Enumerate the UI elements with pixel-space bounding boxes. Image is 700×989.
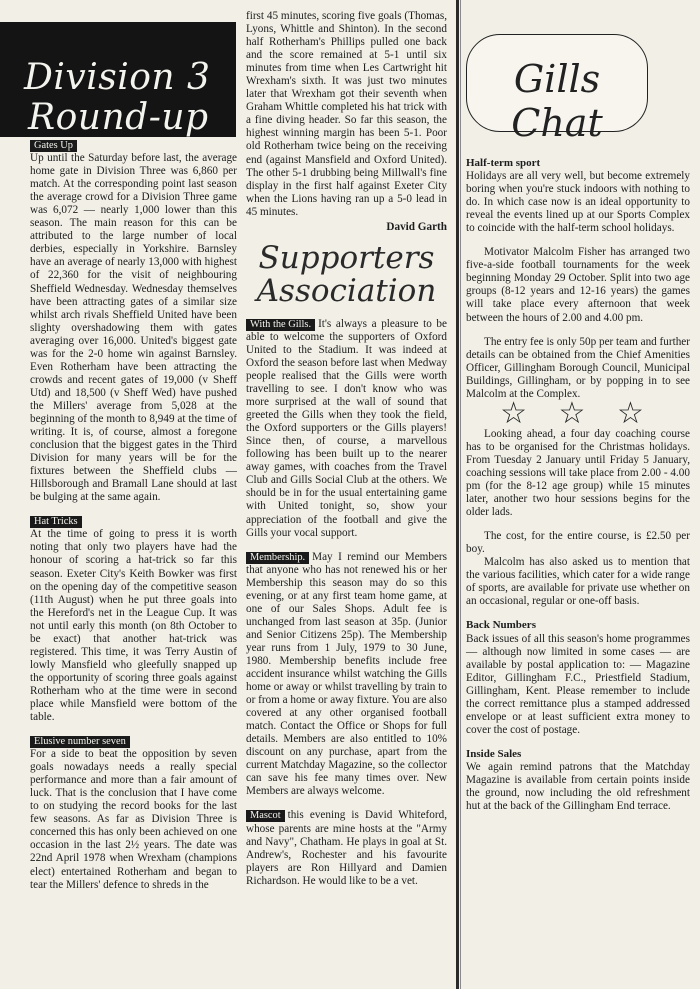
fisher-text: Motivator Malcolm Fisher has arranged two five-a-side football tournaments for the week beginning Monday 29 October. Split into two age groups (8-12 years and 12-16 years) the games will take place every afternoon that week between the hours of 2.00 and 4.00 pm. <box>466 246 690 324</box>
membership-paragraph <box>246 551 447 799</box>
facilities-text: Malcolm has also asked us to mention that the various facilities, which cater for a wide range of sports, are available for private use whether on an occasional, regular or one-off basis. <box>466 556 690 608</box>
mascot-paragraph <box>246 809 447 887</box>
mascot-heading: Mascot <box>246 810 285 822</box>
mascot-text: this evening is David Whiteford, whose parents are mine hosts at the "Army and Navy", Chatham. He plays in goal at St. Andrew's, Rochester and his favourite players are Ron Hillyard and Damien Richardson. He would like to be a vet. <box>246 809 447 887</box>
with-gills-paragraph <box>246 318 447 540</box>
supporters-association-title <box>246 239 447 309</box>
division3-title-panel <box>0 22 236 137</box>
middle-column <box>246 10 447 888</box>
with-gills-heading: With the Gills. <box>246 319 315 331</box>
gates-heading: Gates Up <box>30 140 77 152</box>
half-term-text: Holidays are all very well, but become extremely boring when you're stuck indoors with nothing to do. In which case now is an ideal opportunity to reveal the events lined up at our Sports Complex to coincide with the half-term school holidays. <box>466 170 690 235</box>
membership-heading: Membership. <box>246 552 309 564</box>
entry-fee-text: The entry fee is only 50p per team and further details can be obtained from the Chief Amenities Officer, Gillingham Borough Council, Municipal Buildings, Gillingham, or by popping in to see Malcolm at the Complex. <box>466 335 690 400</box>
inside-sales-text: We again remind patrons that the Matchday Magazine is available from certain points inside the ground, now including the old refreshment hut at the back of the Gillingham End terrace. <box>466 760 690 813</box>
membership-text: May I remind our Members that anyone who has not renewed his or her Membership this season may do so this evening, or at any first team home game, at one of our Sales Shops. Adult fee is unchanged from last season at 35p. (Junior and Senior Citizens 25p). The Membership year runs from 1 July, 1979 to 30 June, 1980. Membership benefits include free accident insurance whilst watching the Gills home or away or whilst travelling by train to or from a home or away fixture. You are also covered at any other organised football match. Contact the Office or Shops for full details. Members are also entitled to 10% discount on any purchase, apart from the current Matchday Magazine, so the collector can save his fee many times over. New Members are always welcome. <box>246 550 448 798</box>
right-column <box>466 157 690 813</box>
elusive-paragraph <box>30 735 237 892</box>
cost-text: The cost, for the entire course, is £2.50 per boy. <box>466 530 690 556</box>
hat-tricks-text: At the time of going to press it is worth noting that only two players have had the honour of scoring a hat-trick so far this season. Exeter City's Keith Bowker was first on the opening day of the competitive season (11th August) when he put three goals into the Hereford's net in the League Cup. It was not until early this month (on 8th October to be exact) that another hat-trick was registered. This time, it was Terry Austin of lowly Mansfield who gleefully snapped up the opportunity of scoring three goals against Rotherham who at the time were in second place while Mansfield were bottom of the table. <box>30 528 237 724</box>
gills-chat-title: Gills Chat <box>511 57 603 145</box>
sup-title-line-1: Supporters <box>258 239 435 276</box>
left-column <box>30 139 237 892</box>
half-term-heading: Half-term sport <box>466 157 541 169</box>
title-line-2: Round-up <box>28 97 209 138</box>
coaching-text: Looking ahead, a four day coaching course has to be organised for the Christmas holidays. From Tuesday 2 January until Friday 5 January, coaching sessions will take place from 2.00 - 4.00 pm (for the 8-12 age group) while 15 minutes later, another two hour sessions begins for the older lads. <box>466 427 690 519</box>
column-divider-thin <box>460 0 461 989</box>
inside-sales-heading: Inside Sales <box>466 747 522 760</box>
wrexham-continuation: first 45 minutes, scoring five goals (Thomas, Lyons, Whittle and Shinton). In the second half Rotherham's Phillips pulled one back and the score remained at 5-1 until six minutes from time when Les Cartwright hit Wrexham's sixth. It was just two minutes later that Wrexham got their seventh when Graham Whittle completed his hat trick with a fine diving header. So far this season, the highest winning margin has been 5-1. Poor old Rotherham twice being on the receiving end (against Mansfield and Oxford United). The other 5-1 drubbing being Millwall's fine display in the first half against Exeter City when the Lions having ran up a 5-0 lead in 45 minutes. <box>246 10 447 218</box>
gates-text: Up until the Saturday before last, the average home gate in Division Three was 6,860 per match. At the corresponding point last season the average crowd for a Division Three game was 6,072 — nearly 1,000 lower than this season. The main reason for this can be attributed to the large number of local derbies, especially in Yorkshire. Barnsley have an average of nearly 13,000 with highest of 22,360 for the visit of neighbouring Sheffield Wednesday. Wednesday themselves have been attracting gates of a similar size whilst arch rivals Sheffield United have been slighty overshadowing them with gates averaging over 16,000. United's biggest gate was for the 2-0 home win against Barnsley. Even Rotherham have been attracting the crowds and recent gates of 19,000 (v Sheff Utd) and 18,500 (v Sheff Wed) have pushed the Millers' average from 5,028 at the beginning of the month to 8,949 at the time of writing. It is, of course, almost a foregone conclusion that the biggest gates in the Third Division for many years will be for the fixtures between the Sheffield clubs — Hillsborough and Bramall Lane should at last be bulging at the same again. <box>30 152 237 504</box>
elusive-text: For a side to beat the opposition by seven goals nowadays needs a really special performance and more than a fair amount of luck. That is the conclusion that I have come to on studying the record books for the last few seasons. As far as Division Three is concerned this has only been achieved on one occasion in the last 2½ years. The date was 22nd April 1978 when Wrexham (champions elect) entertained Rotherham and began to tear the Millers' defence to shreds in the <box>30 748 237 891</box>
division3-title <box>24 58 210 138</box>
gills-chat-title-box <box>466 34 648 145</box>
three-stars-divider: ☆ ☆ ☆ <box>500 396 656 430</box>
gates-paragraph <box>30 139 237 504</box>
author-signature: David Garth <box>386 220 447 233</box>
sup-title-line-2: Association <box>256 272 437 309</box>
with-gills-text: It's always a pleasure to be able to welcome the supporters of Oxford United to the Stadium. It was indeed at Oxford the season before last when Medway people realised that the Gills were worth travelling to see. I don't know who was more surprised at the wall of sound that greeted the Gills when they took the field, the Oxford supporters or the Gills players! Since then, of course, a marvellous following has been built up to the nearer away games, with coaches from the Travel Club and Gills Social Club at the others. We should be in for the usual entertaining game with United tonight, so, show your appreciation of the football and give the Gills your vocal support. <box>246 317 447 539</box>
elusive-heading: Elusive number seven <box>30 736 130 748</box>
hat-tricks-heading: Hat Tricks <box>30 516 82 528</box>
back-numbers-text: Back issues of all this season's home programmes — although now limited in some cases — are available by postal application to: — Magazine Editor, Gillingham F.C., Priestfield Stadium, Gillingham, Kent. Please remember to include the correct remittance plus a stamped addressed envelope or at least sufficient extra money to cover the cost of postage. <box>466 632 690 736</box>
back-numbers-heading: Back Numbers <box>466 619 536 632</box>
hat-tricks-paragraph <box>30 515 237 724</box>
column-divider <box>456 0 459 989</box>
title-line-1: Division 3 <box>24 57 211 98</box>
